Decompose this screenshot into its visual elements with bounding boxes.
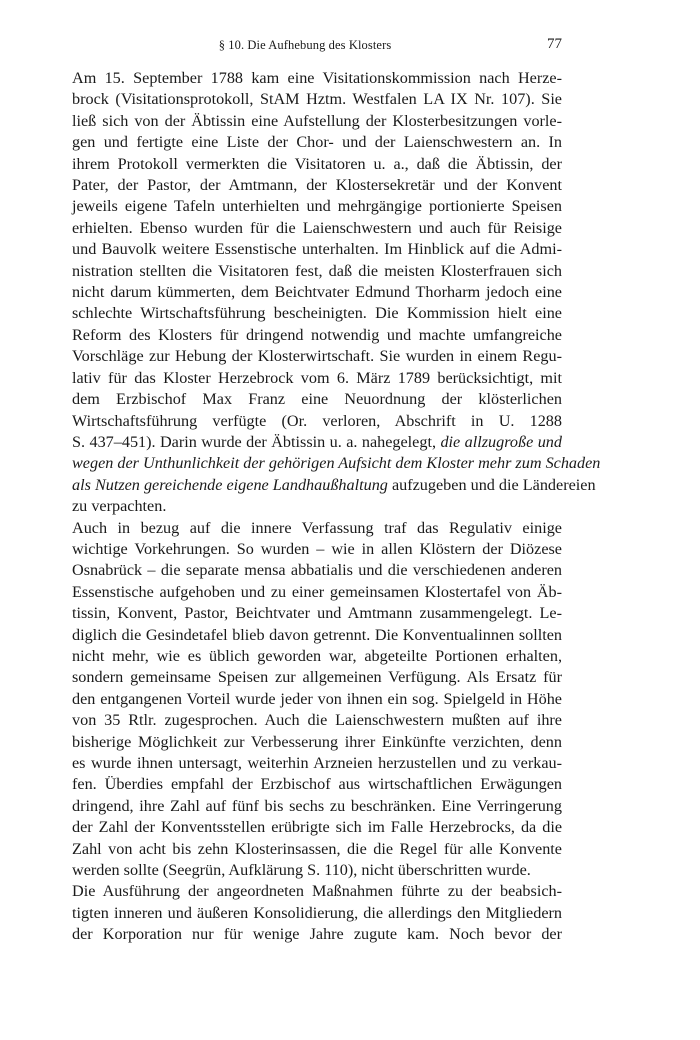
paragraph-1 bbox=[48, 68, 601, 518]
text-line: den entgangenen Vorteil wurde jeder von ihnen ein sog. Spielgeld in Höhe bbox=[72, 689, 562, 708]
text-line: wichtige Vorkehrungen. So wurden – wie in allen Klöstern der Diözese bbox=[72, 539, 562, 558]
page-number: 77 bbox=[547, 36, 562, 52]
text-line: Wirtschaftsführung verfügte (Or. verloren, Abschrift in U. 1288 bbox=[72, 411, 562, 430]
text-line: ließ sich von der Äbtissin eine Aufstellung der Klosterbesitzungen vorle- bbox=[72, 111, 562, 130]
text-line: Am 15. September 1788 kam eine Visitationskommission nach Herze- bbox=[72, 69, 562, 87]
text-line: Auch in bezug auf die innere Verfassung traf das Regulativ einige bbox=[72, 518, 562, 537]
text-line: nistration stellten die Visitatoren fest, daß die meisten Klosterfrauen sich bbox=[72, 261, 562, 280]
text-line: Essenstische aufgehoben und zu einer gemeinsamen Klostertafel von Äb- bbox=[72, 582, 562, 601]
text-line: Osnabrück – die separate mensa abbatialis und die verschiedenen anderen bbox=[72, 561, 562, 580]
text-line: dem Erzbischof Max Franz eine Neuordnung der klösterlichen bbox=[72, 390, 562, 409]
text-line: der Korporation nur für wenige Jahre zugute kam. Noch bevor der bbox=[72, 925, 562, 944]
italic-quotation: die allzugroße und bbox=[440, 432, 562, 451]
text-line: Reform des Klosters für dringend notwendig und machte umfangreiche bbox=[72, 325, 562, 344]
text-line: dringend, ihre Zahl auf fünf bis sechs zu beschränken. Eine Verringerung bbox=[72, 796, 562, 815]
text-line: lativ für das Kloster Herzebrock vom 6. März 1789 berücksichtigt, mit bbox=[72, 368, 562, 387]
text-line: sondern gemeinsame Speisen zur allgemeinen Verfügung. Als Ersatz für bbox=[72, 668, 562, 687]
text-line: jeweils eigene Tafeln unterhielten und mehrgängige portionierte Speisen bbox=[72, 197, 562, 216]
text-line: von 35 Rtlr. zugesprochen. Auch die Laienschwestern mußten auf ihre bbox=[72, 711, 562, 730]
paragraph-2 bbox=[48, 518, 562, 882]
text-line: zu verpachten. bbox=[72, 497, 167, 516]
text-line-with-quote bbox=[48, 432, 562, 453]
text-line: Die Ausführung der angeordneten Maßnahmen führte zu der beabsich- bbox=[72, 882, 562, 901]
text-line: werden sollte (Seegrün, Aufklärung S. 110), nicht überschritten wurde. bbox=[72, 861, 531, 880]
text-run: aufzugeben und die Ländereien bbox=[387, 475, 596, 494]
body-text bbox=[48, 68, 601, 946]
text-line-with-quote bbox=[48, 453, 601, 474]
paragraph-3 bbox=[48, 881, 562, 945]
text-line: der Zahl der Konventsstellen erübrigte sich im Falle Herzebrocks, da die bbox=[72, 818, 562, 837]
text-line: Zahl von acht bis zehn Klosterinsassen, die die Regel für alle Konvente bbox=[72, 839, 562, 858]
text-line: fen. Überdies empfahl der Erzbischof aus wirtschaftlichen Erwägungen bbox=[72, 775, 562, 794]
text-run: S. 437–451). Darin wurde der Äbtissin u. a. nahegelegt, bbox=[72, 432, 441, 451]
text-line: gen und fertigte eine Liste der Chor- und der Laienschwestern an. In bbox=[72, 133, 562, 152]
text-line: bisherige Möglichkeit zur Verbesserung ihrer Einkünfte verzichten, denn bbox=[72, 732, 562, 751]
text-line: brock (Visitationsprotokoll, StAM Hztm. Westfalen LA IX Nr. 107). Sie bbox=[72, 90, 562, 109]
text-line: nicht mehr, wie es üblich geworden war, abgeteilte Portionen erhalten, bbox=[72, 646, 562, 665]
italic-quotation: als Nutzen gereichende eigene Landhaußhaltung bbox=[72, 475, 388, 494]
text-line: nicht darum kümmerten, dem Beichtvater Edmund Thorharm jedoch eine bbox=[72, 283, 562, 302]
italic-quotation: wegen der Unthunlichkeit der gehörigen Aufsicht dem Kloster mehr zum Schaden bbox=[72, 454, 601, 473]
text-line: tigten inneren und äußeren Konsolidierung, die allerdings den Mitgliedern bbox=[72, 903, 562, 922]
running-title: § 10. Die Aufhebung des Klosters bbox=[218, 38, 392, 52]
text-line: es wurde ihnen untersagt, weiterhin Arzneien herzustellen und zu verkau- bbox=[72, 754, 562, 772]
text-line: Vorschläge zur Hebung der Klosterwirtschaft. Sie wurden in einem Regu- bbox=[72, 347, 562, 366]
text-line: und Bauvolk weitere Essenstische unterhalten. Im Hinblick auf die Admi- bbox=[72, 240, 562, 259]
text-line: ihrem Protokoll vermerkten die Visitatoren u. a., daß die Äbtissin, der bbox=[72, 154, 562, 173]
text-line-with-quote bbox=[48, 475, 596, 496]
text-line: schlechte Wirtschaftsführung bescheinigten. Die Kommission hielt eine bbox=[72, 304, 562, 323]
text-line: Pater, der Pastor, der Amtmann, der Klostersekretär und der Konvent bbox=[72, 176, 562, 195]
text-line: tissin, Konvent, Pastor, Beichtvater und Amtmann zusammengelegt. Le- bbox=[72, 604, 562, 623]
text-line: erhielten. Ebenso wurden für die Laienschwestern und auch für Reisige bbox=[72, 218, 562, 237]
text-line: diglich die Gesindetafel blieb davon getrennt. Die Konventualinnen sollten bbox=[72, 625, 562, 644]
